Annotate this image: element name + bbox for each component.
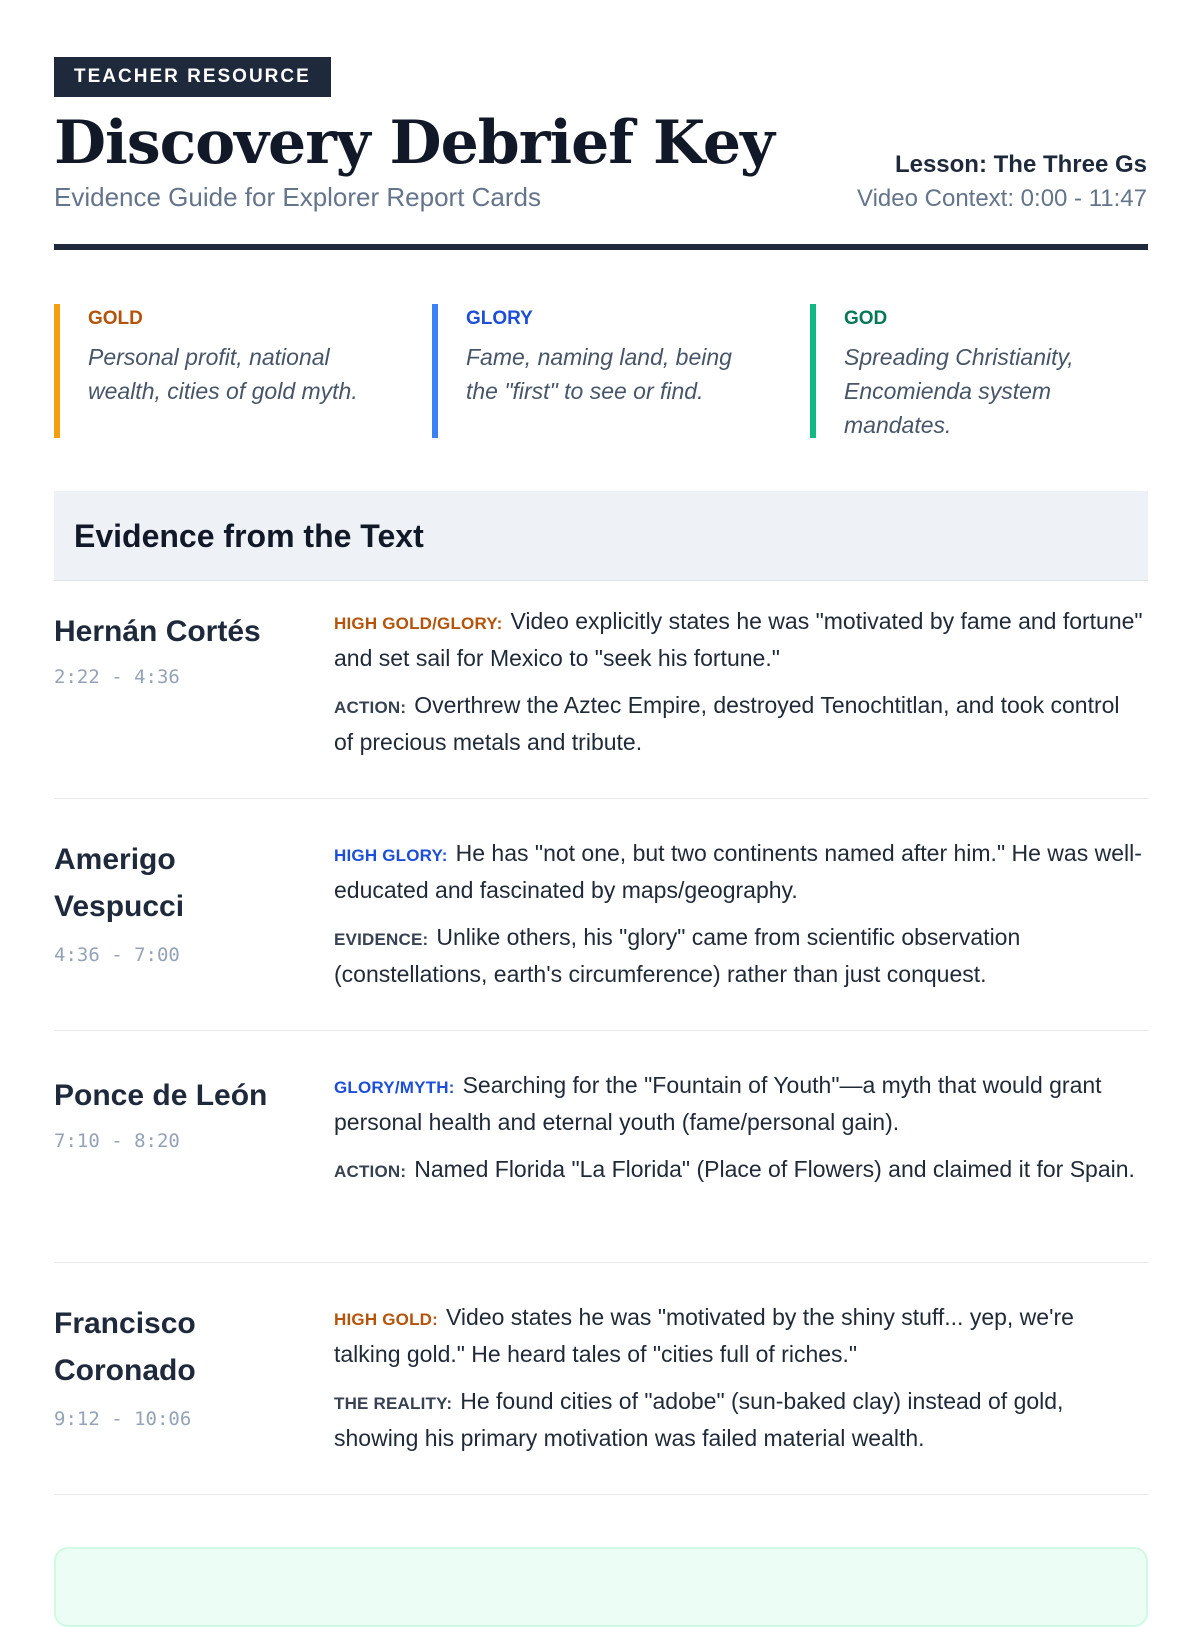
teacher-resource-badge: TEACHER RESOURCE: [54, 57, 331, 97]
key-god-label: GOD: [844, 308, 888, 329]
page-subtitle: Evidence Guide for Explorer Report Cards: [54, 182, 542, 212]
note-text: Video states he was "motivated by the shiny stuff... yep, we're talking gold." He heard tales of "cities full of riches.": [334, 1304, 1074, 1367]
explorer-row-cortes: [54, 604, 1148, 799]
note: [334, 1068, 1144, 1140]
note-text: Overthrew the Aztec Empire, destroyed Tenochtitlan, and took control of precious metals and tribute.: [334, 692, 1120, 755]
key-glory-label: GLORY: [466, 308, 533, 329]
explorer-notes: [334, 1068, 1144, 1201]
note-tag: GLORY/MYTH:: [334, 1078, 455, 1097]
evidence-section-header: [54, 491, 1148, 581]
note-tag: EVIDENCE:: [334, 930, 429, 949]
explorer-name: Ponce de León: [54, 1079, 268, 1112]
note-text: Unlike others, his "glory" came from scientific observation (constellations, earth's circumference) rather than just conquest.: [334, 924, 1021, 987]
page-title: Discovery Debrief Key: [54, 108, 774, 178]
explorer-notes: [334, 604, 1144, 772]
time-range: 2:22 - 4:36: [54, 666, 180, 688]
key-gold-description: Personal profit, national wealth, cities of gold myth.: [88, 344, 358, 404]
lesson-label: Lesson: The Three Gs: [894, 151, 1147, 178]
note: [334, 1300, 1144, 1372]
note-tag: HIGH GOLD/GLORY:: [334, 614, 503, 633]
note: [334, 920, 1144, 992]
note-text: Video explicitly states he was "motivated by fame and fortune" and set sail for Mexico to "seek his fortune.": [334, 608, 1143, 671]
note: [334, 836, 1144, 908]
key-glory-description: Fame, naming land, being the "first" to see or find.: [466, 344, 732, 404]
note-tag: ACTION:: [334, 698, 407, 717]
explorer-row-ponce-de-leon: [54, 1068, 1148, 1263]
note-text: He found cities of "adobe" (sun-baked clay) instead of gold, showing his primary motivation was failed material wealth.: [334, 1388, 1064, 1451]
note: [334, 1152, 1144, 1189]
header-divider: [54, 244, 1148, 250]
explorer-row-coronado: [54, 1300, 1148, 1495]
time-range: 7:10 - 8:20: [54, 1130, 180, 1152]
time-range: 4:36 - 7:00: [54, 944, 180, 966]
time-range: 9:12 - 10:06: [54, 1408, 192, 1430]
key-gold: [54, 304, 384, 438]
note-text: He has "not one, but two continents named after him." He was well-educated and fascinated by maps/geography.: [334, 840, 1142, 903]
explorer-row-vespucci: [54, 836, 1148, 1031]
note: [334, 1384, 1144, 1456]
note-text: Searching for the "Fountain of Youth"—a myth that would grant personal health and eternal youth (fame/personal gain).: [334, 1072, 1102, 1135]
explorer-notes: [334, 1300, 1144, 1468]
evidence-heading: Evidence from the Text: [74, 518, 424, 554]
video-context: Video Context: 0:00 - 11:47: [857, 185, 1147, 212]
key-gold-label: GOLD: [88, 308, 143, 329]
note-text: Named Florida "La Florida" (Place of Flowers) and claimed it for Spain.: [414, 1156, 1135, 1182]
explorer-name: Hernán Cortés: [54, 615, 261, 648]
note-tag: HIGH GLORY:: [334, 846, 448, 865]
explorer-name: Amerigo Vespucci: [54, 843, 185, 923]
note: [334, 688, 1144, 760]
key-glory: [432, 304, 762, 438]
note: [334, 604, 1144, 676]
note-tag: THE REALITY:: [334, 1394, 453, 1413]
note-tag: HIGH GOLD:: [334, 1310, 438, 1329]
closing-summary-box: [54, 1547, 1148, 1627]
explorer-name: Francisco Coronado: [54, 1307, 196, 1387]
key-god-description: Spreading Christianity, Encomienda system mandates.: [844, 344, 1074, 438]
key-god: [810, 304, 1140, 438]
explorer-notes: [334, 836, 1144, 1004]
note-tag: ACTION:: [334, 1162, 407, 1181]
